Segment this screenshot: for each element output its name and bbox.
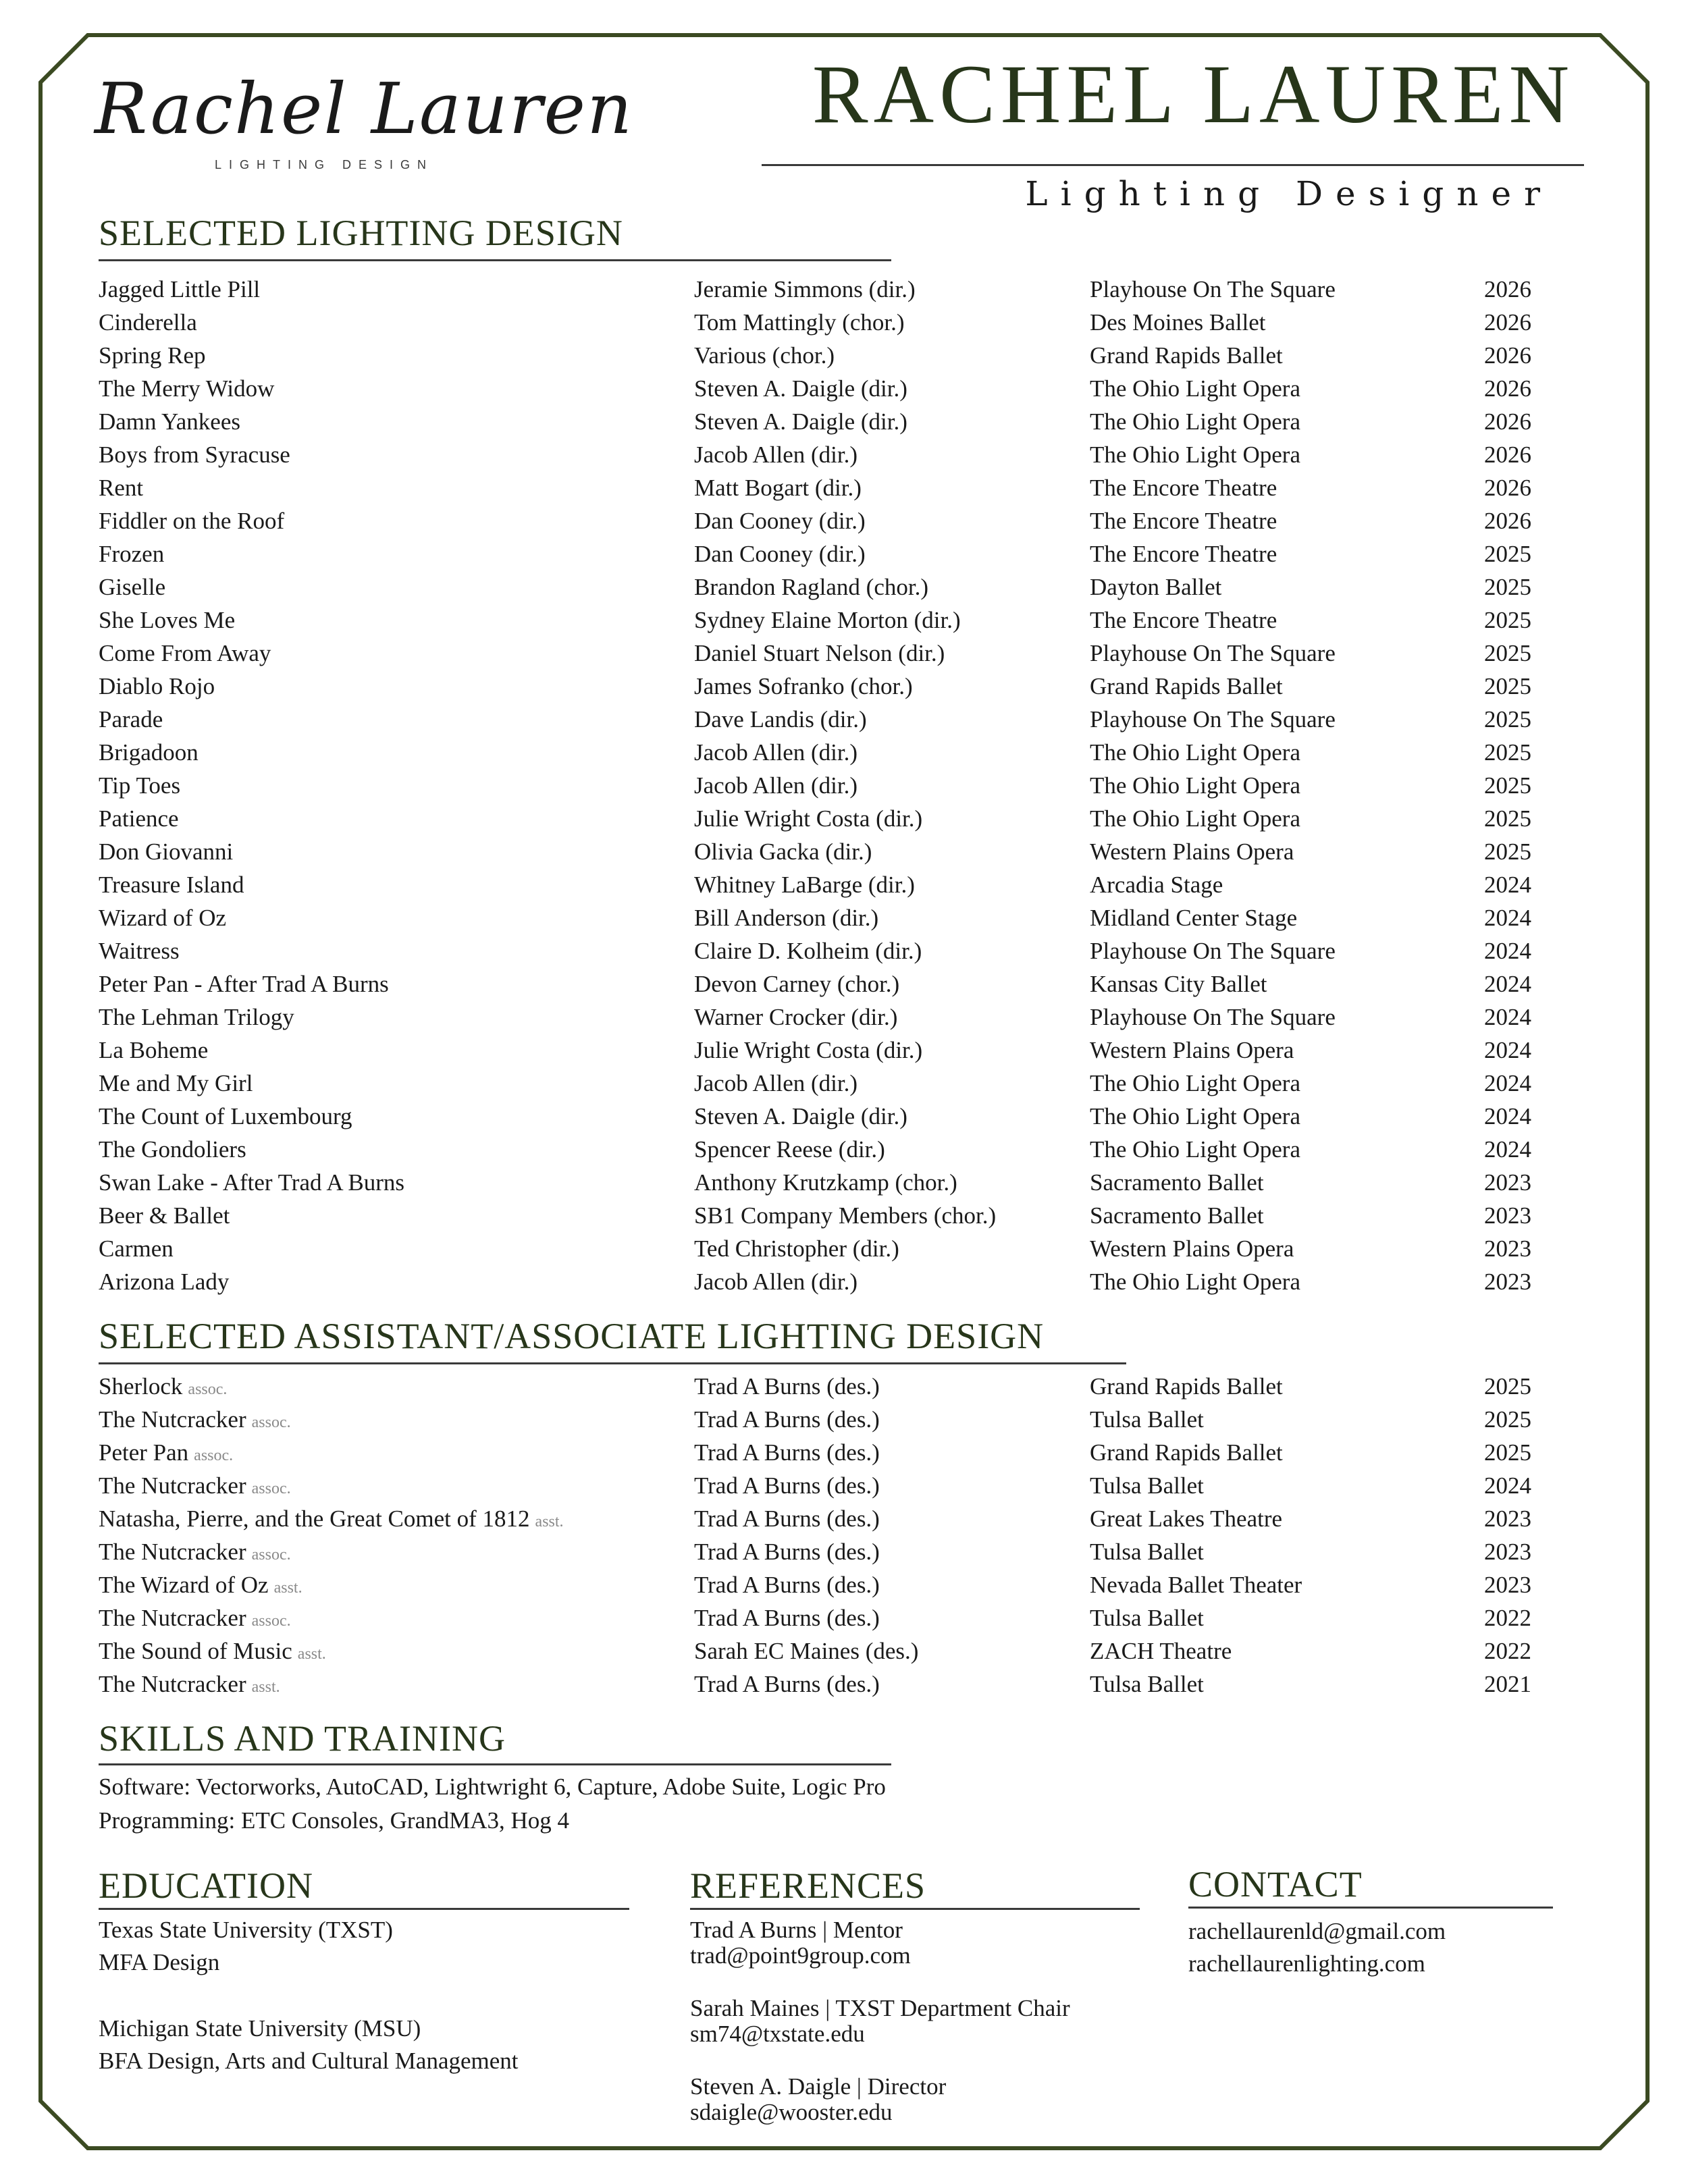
- designer-role: Lighting Designer: [1025, 174, 1553, 213]
- section-divider-skills: [99, 1763, 891, 1765]
- venue: The Ohio Light Opera: [1090, 739, 1300, 766]
- production-title: [99, 1199, 230, 1232]
- role-tag: asst.: [297, 1645, 326, 1663]
- production-title: [99, 901, 226, 934]
- collaborator: Anthony Krutzkamp (chor.): [694, 1169, 957, 1196]
- skills-programming: Programming: ETC Consoles, GrandMA3, Hog 4: [99, 1807, 570, 1834]
- year: 2025: [1484, 541, 1531, 567]
- year: 2025: [1484, 607, 1531, 633]
- year: 2024: [1484, 1037, 1531, 1063]
- production-title-text: The Gondoliers: [99, 1136, 246, 1163]
- venue: Tulsa Ballet: [1090, 1472, 1204, 1499]
- venue: The Ohio Light Opera: [1090, 442, 1300, 468]
- production-title: [99, 372, 274, 405]
- production-title: [99, 1166, 404, 1199]
- production-title-text: Frozen: [99, 541, 165, 567]
- year: 2025: [1484, 673, 1531, 699]
- reference-1-name: Trad A Burns | Mentor: [690, 1917, 903, 1943]
- collaborator: Trad A Burns (des.): [694, 1572, 880, 1598]
- role-tag: assoc.: [251, 1414, 291, 1431]
- year: 2025: [1484, 1439, 1531, 1466]
- production-title-text: Beer & Ballet: [99, 1202, 230, 1229]
- venue: ZACH Theatre: [1090, 1638, 1232, 1664]
- year: 2023: [1484, 1202, 1531, 1229]
- production-title-text: Diablo Rojo: [99, 673, 215, 699]
- production-title-text: Patience: [99, 805, 179, 832]
- production-title: [99, 670, 215, 703]
- collaborator: Matt Bogart (dir.): [694, 475, 862, 501]
- section-divider-references: [690, 1908, 1140, 1910]
- production-title: [99, 1034, 208, 1067]
- collaborator: Daniel Stuart Nelson (dir.): [694, 640, 945, 666]
- year: 2023: [1484, 1572, 1531, 1598]
- production-title: [99, 604, 235, 637]
- collaborator: Trad A Burns (des.): [694, 1406, 880, 1433]
- production-title: [99, 1232, 174, 1265]
- production-title-text: Arizona Lady: [99, 1269, 230, 1295]
- production-title-text: Don Giovanni: [99, 838, 234, 865]
- production-title-text: Swan Lake - After Trad A Burns: [99, 1169, 405, 1196]
- year: 2023: [1484, 1169, 1531, 1196]
- production-title-text: Jagged Little Pill: [99, 276, 261, 302]
- production-title-text: Sherlock: [99, 1373, 183, 1400]
- production-title-text: The Nutcracker: [99, 1472, 246, 1499]
- year: 2026: [1484, 375, 1531, 402]
- production-title: [99, 537, 164, 570]
- collaborator: Warner Crocker (dir.): [694, 1004, 898, 1030]
- year: 2024: [1484, 1004, 1531, 1030]
- production-title: [99, 1001, 294, 1034]
- venue: Sacramento Ballet: [1090, 1169, 1264, 1196]
- production-title-text: The Lehman Trilogy: [99, 1004, 294, 1030]
- collaborator: Sarah EC Maines (des.): [694, 1638, 919, 1664]
- collaborator: Devon Carney (chor.): [694, 971, 900, 997]
- collaborator: Ted Christopher (dir.): [694, 1235, 899, 1262]
- production-title: [99, 306, 197, 339]
- year: 2021: [1484, 1671, 1531, 1697]
- contact-website: rachellaurenlighting.com: [1188, 1950, 1425, 1977]
- year: 2024: [1484, 872, 1531, 898]
- year: 2024: [1484, 1070, 1531, 1096]
- reference-2-email: sm74@txstate.edu: [690, 2021, 865, 2047]
- year: 2025: [1484, 640, 1531, 666]
- production-title: [99, 504, 284, 537]
- collaborator: Trad A Burns (des.): [694, 1506, 880, 1532]
- production-title-text: The Nutcracker: [99, 1671, 246, 1697]
- year: 2026: [1484, 342, 1531, 369]
- production-title-text: Me and My Girl: [99, 1070, 253, 1096]
- venue: Great Lakes Theatre: [1090, 1506, 1283, 1532]
- venue: Des Moines Ballet: [1090, 309, 1266, 336]
- production-title: [99, 1133, 246, 1166]
- venue: Tulsa Ballet: [1090, 1539, 1204, 1565]
- production-title: [99, 1265, 229, 1298]
- collaborator: Jacob Allen (dir.): [694, 1070, 858, 1096]
- production-title-text: Parade: [99, 706, 163, 733]
- year: 2023: [1484, 1506, 1531, 1532]
- venue: Tulsa Ballet: [1090, 1605, 1204, 1631]
- collaborator: Whitney LaBarge (dir.): [694, 872, 915, 898]
- venue: The Ohio Light Opera: [1090, 375, 1300, 402]
- venue: The Encore Theatre: [1090, 475, 1277, 501]
- production-title-text: The Nutcracker: [99, 1539, 246, 1565]
- production-title: [99, 1502, 564, 1539]
- venue: Arcadia Stage: [1090, 872, 1223, 898]
- venue: The Encore Theatre: [1090, 607, 1277, 633]
- section-divider-assistant: [99, 1362, 1126, 1364]
- year: 2025: [1484, 1406, 1531, 1433]
- collaborator: Jacob Allen (dir.): [694, 739, 858, 766]
- production-title: [99, 339, 205, 372]
- year: 2025: [1484, 772, 1531, 799]
- venue: Midland Center Stage: [1090, 905, 1298, 931]
- venue: The Ohio Light Opera: [1090, 1269, 1300, 1295]
- production-title: [99, 1403, 291, 1439]
- production-title: [99, 471, 143, 504]
- role-tag: assoc.: [251, 1480, 291, 1497]
- production-title-text: The Nutcracker: [99, 1605, 246, 1631]
- production-title: [99, 1469, 291, 1506]
- production-title-text: Boys from Syracuse: [99, 442, 290, 468]
- venue: Playhouse On The Square: [1090, 1004, 1336, 1030]
- year: 2025: [1484, 1373, 1531, 1400]
- production-title: [99, 273, 260, 306]
- production-title: [99, 967, 389, 1001]
- venue: Playhouse On The Square: [1090, 640, 1336, 666]
- logo-subtitle: LIGHTING DESIGN: [214, 158, 434, 171]
- production-title: [99, 835, 233, 868]
- year: 2024: [1484, 971, 1531, 997]
- production-title: [99, 1100, 352, 1133]
- collaborator: Julie Wright Costa (dir.): [694, 805, 923, 832]
- production-title: [99, 736, 199, 769]
- production-title: [99, 637, 271, 670]
- collaborator: Jacob Allen (dir.): [694, 442, 858, 468]
- production-title: [99, 769, 180, 802]
- production-title-text: Giselle: [99, 574, 166, 600]
- collaborator: Dan Cooney (dir.): [694, 508, 866, 534]
- production-title-text: Peter Pan - After Trad A Burns: [99, 971, 389, 997]
- production-title-text: The Count of Luxembourg: [99, 1103, 352, 1129]
- year: 2025: [1484, 838, 1531, 865]
- production-title: [99, 1634, 326, 1671]
- role-tag: asst.: [273, 1579, 302, 1597]
- production-title-text: La Boheme: [99, 1037, 209, 1063]
- reference-1-email: trad@point9group.com: [690, 1942, 911, 1969]
- production-title-text: Rent: [99, 475, 144, 501]
- collaborator: Trad A Burns (des.): [694, 1605, 880, 1631]
- year: 2025: [1484, 574, 1531, 600]
- year: 2023: [1484, 1269, 1531, 1295]
- education-degree-1: MFA Design: [99, 1949, 220, 1975]
- section-title-contact: CONTACT: [1188, 1864, 1363, 1905]
- section-title-lighting: SELECTED LIGHTING DESIGN: [99, 213, 623, 253]
- venue: The Ohio Light Opera: [1090, 1070, 1300, 1096]
- section-title-skills: SKILLS AND TRAINING: [99, 1718, 506, 1759]
- year: 2026: [1484, 442, 1531, 468]
- production-title-text: Damn Yankees: [99, 408, 240, 435]
- production-title-text: Fiddler on the Roof: [99, 508, 285, 534]
- year: 2025: [1484, 706, 1531, 733]
- role-tag: assoc.: [251, 1612, 291, 1630]
- venue: The Encore Theatre: [1090, 508, 1277, 534]
- venue: The Ohio Light Opera: [1090, 1136, 1300, 1163]
- production-title: [99, 868, 244, 901]
- collaborator: Spencer Reese (dir.): [694, 1136, 885, 1163]
- header-divider: [762, 164, 1584, 166]
- year: 2026: [1484, 309, 1531, 336]
- production-title-text: Spring Rep: [99, 342, 206, 369]
- role-tag: assoc.: [188, 1381, 228, 1398]
- venue: The Ohio Light Opera: [1090, 772, 1300, 799]
- venue: Dayton Ballet: [1090, 574, 1222, 600]
- production-title: [99, 1370, 227, 1406]
- production-title: [99, 802, 179, 835]
- production-title-text: Come From Away: [99, 640, 271, 666]
- venue: Kansas City Ballet: [1090, 971, 1267, 997]
- venue: The Ohio Light Opera: [1090, 1103, 1300, 1129]
- production-title-text: Wizard of Oz: [99, 905, 227, 931]
- production-title: [99, 1436, 233, 1472]
- year: 2026: [1484, 508, 1531, 534]
- skills-software: Software: Vectorworks, AutoCAD, Lightwright 6, Capture, Adobe Suite, Logic Pro: [99, 1774, 886, 1800]
- production-title-text: The Wizard of Oz: [99, 1572, 269, 1598]
- education-degree-2: BFA Design, Arts and Cultural Management: [99, 2048, 519, 2074]
- collaborator: Dave Landis (dir.): [694, 706, 867, 733]
- year: 2026: [1484, 408, 1531, 435]
- venue: Playhouse On The Square: [1090, 276, 1336, 302]
- year: 2025: [1484, 739, 1531, 766]
- education-school-2: Michigan State University (MSU): [99, 2015, 421, 2042]
- year: 2024: [1484, 1136, 1531, 1163]
- collaborator: Steven A. Daigle (dir.): [694, 1103, 907, 1129]
- contact-email: rachellaurenld@gmail.com: [1188, 1918, 1446, 1944]
- production-title: [99, 1535, 291, 1572]
- role-tag: asst.: [251, 1678, 280, 1696]
- venue: Grand Rapids Ballet: [1090, 342, 1283, 369]
- year: 2024: [1484, 1472, 1531, 1499]
- venue: Playhouse On The Square: [1090, 938, 1336, 964]
- year: 2023: [1484, 1235, 1531, 1262]
- venue: The Encore Theatre: [1090, 541, 1277, 567]
- venue: Grand Rapids Ballet: [1090, 1373, 1283, 1400]
- collaborator: Brandon Ragland (chor.): [694, 574, 928, 600]
- reference-3-email: sdaigle@wooster.edu: [690, 2099, 893, 2125]
- venue: Tulsa Ballet: [1090, 1406, 1204, 1433]
- production-title-text: Treasure Island: [99, 872, 244, 898]
- section-divider-education: [99, 1908, 629, 1910]
- section-divider-lighting: [99, 259, 891, 261]
- production-title: [99, 405, 240, 438]
- year: 2024: [1484, 1103, 1531, 1129]
- production-title: [99, 1568, 302, 1605]
- production-title: [99, 1601, 291, 1638]
- collaborator: Steven A. Daigle (dir.): [694, 375, 907, 402]
- collaborator: SB1 Company Members (chor.): [694, 1202, 997, 1229]
- collaborator: Steven A. Daigle (dir.): [694, 408, 907, 435]
- section-title-references: REFERENCES: [690, 1865, 926, 1906]
- role-tag: assoc.: [194, 1447, 234, 1464]
- collaborator: Jacob Allen (dir.): [694, 1269, 858, 1295]
- production-title-text: Tip Toes: [99, 772, 181, 799]
- section-divider-contact: [1188, 1907, 1553, 1909]
- production-title: [99, 438, 290, 471]
- collaborator: Trad A Burns (des.): [694, 1373, 880, 1400]
- venue: Grand Rapids Ballet: [1090, 673, 1283, 699]
- collaborator: Trad A Burns (des.): [694, 1539, 880, 1565]
- collaborator: Jacob Allen (dir.): [694, 772, 858, 799]
- year: 2022: [1484, 1638, 1531, 1664]
- section-title-education: EDUCATION: [99, 1865, 313, 1906]
- venue: Grand Rapids Ballet: [1090, 1439, 1283, 1466]
- venue: Western Plains Opera: [1090, 1235, 1294, 1262]
- production-title-text: Brigadoon: [99, 739, 199, 766]
- venue: Tulsa Ballet: [1090, 1671, 1204, 1697]
- collaborator: Trad A Burns (des.): [694, 1671, 880, 1697]
- production-title: [99, 934, 180, 967]
- production-title: [99, 1067, 253, 1100]
- collaborator: Various (chor.): [694, 342, 835, 369]
- year: 2022: [1484, 1605, 1531, 1631]
- logo-script: Rachel Lauren: [95, 68, 634, 150]
- collaborator: Jeramie Simmons (dir.): [694, 276, 916, 302]
- collaborator: Sydney Elaine Morton (dir.): [694, 607, 961, 633]
- venue: Western Plains Opera: [1090, 1037, 1294, 1063]
- collaborator: Dan Cooney (dir.): [694, 541, 866, 567]
- venue: Nevada Ballet Theater: [1090, 1572, 1302, 1598]
- education-school-1: Texas State University (TXST): [99, 1917, 393, 1943]
- production-title-text: Waitress: [99, 938, 180, 964]
- collaborator: Olivia Gacka (dir.): [694, 838, 872, 865]
- logo: [95, 68, 634, 189]
- role-tag: assoc.: [251, 1546, 291, 1564]
- venue: The Ohio Light Opera: [1090, 805, 1300, 832]
- year: 2026: [1484, 475, 1531, 501]
- venue: Sacramento Ballet: [1090, 1202, 1264, 1229]
- production-title-text: She Loves Me: [99, 607, 236, 633]
- role-tag: asst.: [535, 1513, 564, 1530]
- venue: Playhouse On The Square: [1090, 706, 1336, 733]
- production-title-text: Carmen: [99, 1235, 174, 1262]
- designer-name: RACHEL LAUREN: [812, 48, 1575, 140]
- collaborator: Tom Mattingly (chor.): [694, 309, 905, 336]
- year: 2025: [1484, 805, 1531, 832]
- production-title-text: The Sound of Music: [99, 1638, 292, 1664]
- reference-3-name: Steven A. Daigle | Director: [690, 2073, 947, 2100]
- production-title-text: Cinderella: [99, 309, 197, 336]
- year: 2024: [1484, 905, 1531, 931]
- production-title: [99, 1668, 280, 1704]
- collaborator: Bill Anderson (dir.): [694, 905, 879, 931]
- production-title-text: Natasha, Pierre, and the Great Comet of 1812: [99, 1506, 530, 1532]
- collaborator: Trad A Burns (des.): [694, 1472, 880, 1499]
- venue: Western Plains Opera: [1090, 838, 1294, 865]
- reference-2-name: Sarah Maines | TXST Department Chair: [690, 1995, 1070, 2021]
- collaborator: James Sofranko (chor.): [694, 673, 913, 699]
- collaborator: Claire D. Kolheim (dir.): [694, 938, 922, 964]
- production-title-text: The Merry Widow: [99, 375, 275, 402]
- collaborator: Julie Wright Costa (dir.): [694, 1037, 923, 1063]
- collaborator: Trad A Burns (des.): [694, 1439, 880, 1466]
- section-title-assistant: SELECTED ASSISTANT/ASSOCIATE LIGHTING DESIGN: [99, 1316, 1045, 1356]
- production-title-text: The Nutcracker: [99, 1406, 246, 1433]
- production-title: [99, 703, 163, 736]
- year: 2026: [1484, 276, 1531, 302]
- venue: The Ohio Light Opera: [1090, 408, 1300, 435]
- year: 2024: [1484, 938, 1531, 964]
- year: 2023: [1484, 1539, 1531, 1565]
- production-title: [99, 570, 165, 604]
- production-title-text: Peter Pan: [99, 1439, 189, 1466]
